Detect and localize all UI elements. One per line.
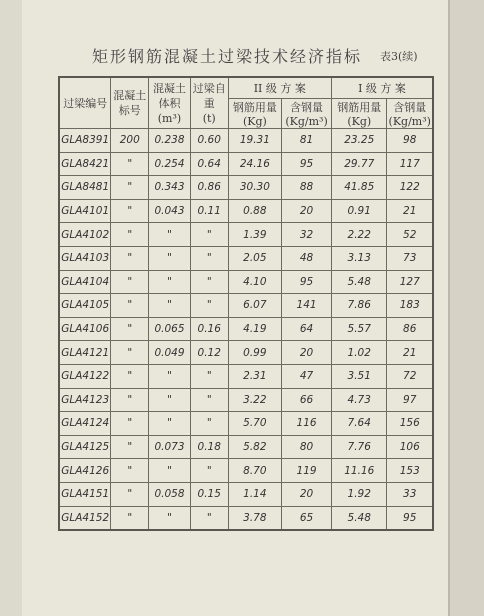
table-cell: "	[149, 459, 191, 483]
table-cell: "	[111, 223, 149, 247]
table-cell: 0.18	[190, 435, 228, 459]
table-cell: 5.82	[228, 435, 282, 459]
table-cell: 0.16	[190, 317, 228, 341]
table-cell: 0.058	[149, 482, 191, 506]
table-cell: 72	[387, 364, 433, 388]
table-cell: 20	[282, 341, 332, 365]
table-cell: GLA4124	[59, 412, 111, 436]
table-cell: GLA4104	[59, 270, 111, 294]
table-cell: 117	[387, 152, 433, 176]
table-cell: 3.22	[228, 388, 282, 412]
table-cell: "	[190, 506, 228, 530]
table-cell: "	[149, 246, 191, 270]
table-cell: 0.88	[228, 199, 282, 223]
table-row	[59, 412, 433, 436]
table-cell: 0.065	[149, 317, 191, 341]
table-cell: "	[149, 412, 191, 436]
table-cell: 183	[387, 294, 433, 318]
table-cell: GLA4126	[59, 459, 111, 483]
table-cell: "	[111, 412, 149, 436]
header-steel-amount-2: 钢筋用量 (Kg)	[228, 99, 282, 129]
table-cell: GLA4101	[59, 199, 111, 223]
table-cell: 4.73	[331, 388, 387, 412]
table-cell: 0.238	[149, 129, 191, 153]
table-cell: 122	[387, 176, 433, 200]
table-cell: "	[190, 294, 228, 318]
header-steel-amount-1: 钢筋用量 (Kg)	[331, 99, 387, 129]
table-row	[59, 199, 433, 223]
table-cell: "	[190, 459, 228, 483]
table-cell: 5.48	[331, 506, 387, 530]
table-cell: 3.78	[228, 506, 282, 530]
table-cell: 73	[387, 246, 433, 270]
table-row	[59, 223, 433, 247]
table-cell: 4.19	[228, 317, 282, 341]
table-cell: "	[111, 388, 149, 412]
table-cell: 20	[282, 199, 332, 223]
table-cell: GLA4125	[59, 435, 111, 459]
table-cell: "	[190, 412, 228, 436]
table-cell: "	[111, 482, 149, 506]
table-cell: "	[149, 270, 191, 294]
table-cell: GLA4151	[59, 482, 111, 506]
table-cell: 5.57	[331, 317, 387, 341]
table-cell: "	[111, 435, 149, 459]
data-table	[58, 76, 434, 531]
header-beam-id: 过梁编号	[59, 77, 111, 129]
table-row	[59, 129, 433, 153]
header-steel-content-1: 含钢量 (Kg/m³)	[387, 99, 433, 129]
table-cell: "	[111, 294, 149, 318]
document-page	[22, 0, 450, 616]
table-cell: 21	[387, 199, 433, 223]
table-cell: 0.254	[149, 152, 191, 176]
table-cell: "	[149, 223, 191, 247]
header-steel-content-2: 含钢量 (Kg/m³)	[282, 99, 332, 129]
table-cell: 2.22	[331, 223, 387, 247]
table-cell: 119	[282, 459, 332, 483]
table-cell: 2.31	[228, 364, 282, 388]
table-body	[59, 129, 433, 531]
table-cell: "	[190, 270, 228, 294]
table-cell: 3.51	[331, 364, 387, 388]
table-cell: 97	[387, 388, 433, 412]
table-cell: GLA4106	[59, 317, 111, 341]
table-cell: 23.25	[331, 129, 387, 153]
table-cell: 32	[282, 223, 332, 247]
table-row	[59, 341, 433, 365]
table-cell: 0.60	[190, 129, 228, 153]
table-cell: 127	[387, 270, 433, 294]
table-cell: "	[149, 388, 191, 412]
table-cell: 98	[387, 129, 433, 153]
table-cell: "	[190, 388, 228, 412]
table-cell: 19.31	[228, 129, 282, 153]
table-row	[59, 246, 433, 270]
table-cell: 7.64	[331, 412, 387, 436]
table-cell: 0.043	[149, 199, 191, 223]
table-cell: "	[111, 341, 149, 365]
header-plan1: I 级 方 案	[331, 77, 433, 99]
table-cell: GLA4121	[59, 341, 111, 365]
table-cell: 5.70	[228, 412, 282, 436]
table-cell: 47	[282, 364, 332, 388]
table-cell: 1.92	[331, 482, 387, 506]
table-cell: 29.77	[331, 152, 387, 176]
adjacent-page-edge	[450, 0, 484, 616]
table-cell: 65	[282, 506, 332, 530]
table-cell: 30.30	[228, 176, 282, 200]
table-cell: GLA4103	[59, 246, 111, 270]
table-cell: 6.07	[228, 294, 282, 318]
table-number: 表3(续)	[380, 50, 418, 63]
table-cell: GLA8421	[59, 152, 111, 176]
table-cell: 1.14	[228, 482, 282, 506]
table-cell: 2.05	[228, 246, 282, 270]
table-cell: 88	[282, 176, 332, 200]
table-row	[59, 364, 433, 388]
header-plan2: II 级 方 案	[228, 77, 331, 99]
table-cell: 95	[282, 152, 332, 176]
table-cell: 0.12	[190, 341, 228, 365]
table-cell: 4.10	[228, 270, 282, 294]
table-cell: 1.39	[228, 223, 282, 247]
table-row	[59, 152, 433, 176]
header-self-weight: 过梁自重 (t)	[190, 77, 228, 129]
table-row	[59, 506, 433, 530]
table-cell: "	[111, 364, 149, 388]
table-cell: 1.02	[331, 341, 387, 365]
table-cell: GLA4105	[59, 294, 111, 318]
table-cell: 66	[282, 388, 332, 412]
table-cell: "	[111, 152, 149, 176]
table-cell: 24.16	[228, 152, 282, 176]
table-row	[59, 270, 433, 294]
table-row	[59, 435, 433, 459]
table-cell: 0.343	[149, 176, 191, 200]
table-cell: "	[111, 459, 149, 483]
table-cell: 7.76	[331, 435, 387, 459]
table-cell: 0.91	[331, 199, 387, 223]
table-cell: 86	[387, 317, 433, 341]
table-cell: 8.70	[228, 459, 282, 483]
document-title: 矩形钢筋混凝土过梁技术经济指标	[92, 47, 363, 66]
table-cell: GLA4152	[59, 506, 111, 530]
table-cell: "	[190, 364, 228, 388]
table-cell: 80	[282, 435, 332, 459]
table-cell: 48	[282, 246, 332, 270]
table-cell: 200	[111, 129, 149, 153]
table-cell: "	[190, 223, 228, 247]
table-row	[59, 176, 433, 200]
table-cell: "	[190, 246, 228, 270]
table-cell: 7.86	[331, 294, 387, 318]
table-cell: "	[111, 317, 149, 341]
table-cell: 141	[282, 294, 332, 318]
table-cell: 0.15	[190, 482, 228, 506]
table-cell: 52	[387, 223, 433, 247]
table-row	[59, 317, 433, 341]
table-cell: 3.13	[331, 246, 387, 270]
table-cell: 41.85	[331, 176, 387, 200]
table-cell: GLA4122	[59, 364, 111, 388]
header-concrete-volume: 混凝土体积 (m³)	[149, 77, 191, 129]
table-cell: GLA8391	[59, 129, 111, 153]
table-cell: 116	[282, 412, 332, 436]
table-cell: 33	[387, 482, 433, 506]
table-cell: 0.11	[190, 199, 228, 223]
table-cell: "	[149, 364, 191, 388]
table-row	[59, 388, 433, 412]
table-row	[59, 482, 433, 506]
table-cell: 0.99	[228, 341, 282, 365]
table-cell: 106	[387, 435, 433, 459]
table-cell: GLA4123	[59, 388, 111, 412]
table-row	[59, 294, 433, 318]
table-cell: GLA8481	[59, 176, 111, 200]
table-cell: "	[111, 270, 149, 294]
table-cell: 153	[387, 459, 433, 483]
table-cell: 0.049	[149, 341, 191, 365]
table-cell: "	[149, 294, 191, 318]
table-cell: 95	[282, 270, 332, 294]
table-cell: 81	[282, 129, 332, 153]
table-cell: "	[111, 506, 149, 530]
table-cell: 95	[387, 506, 433, 530]
table-cell: 20	[282, 482, 332, 506]
table-cell: 156	[387, 412, 433, 436]
table-cell: "	[111, 176, 149, 200]
table-cell: 21	[387, 341, 433, 365]
table-cell: "	[111, 246, 149, 270]
table-cell: 0.073	[149, 435, 191, 459]
table-row	[59, 459, 433, 483]
table-cell: GLA4102	[59, 223, 111, 247]
table-cell: 0.64	[190, 152, 228, 176]
table-cell: 5.48	[331, 270, 387, 294]
header-concrete-grade: 混凝土标号	[111, 77, 149, 129]
table-cell: 11.16	[331, 459, 387, 483]
table-cell: "	[111, 199, 149, 223]
table-cell: 64	[282, 317, 332, 341]
table-cell: "	[149, 506, 191, 530]
table-cell: 0.86	[190, 176, 228, 200]
